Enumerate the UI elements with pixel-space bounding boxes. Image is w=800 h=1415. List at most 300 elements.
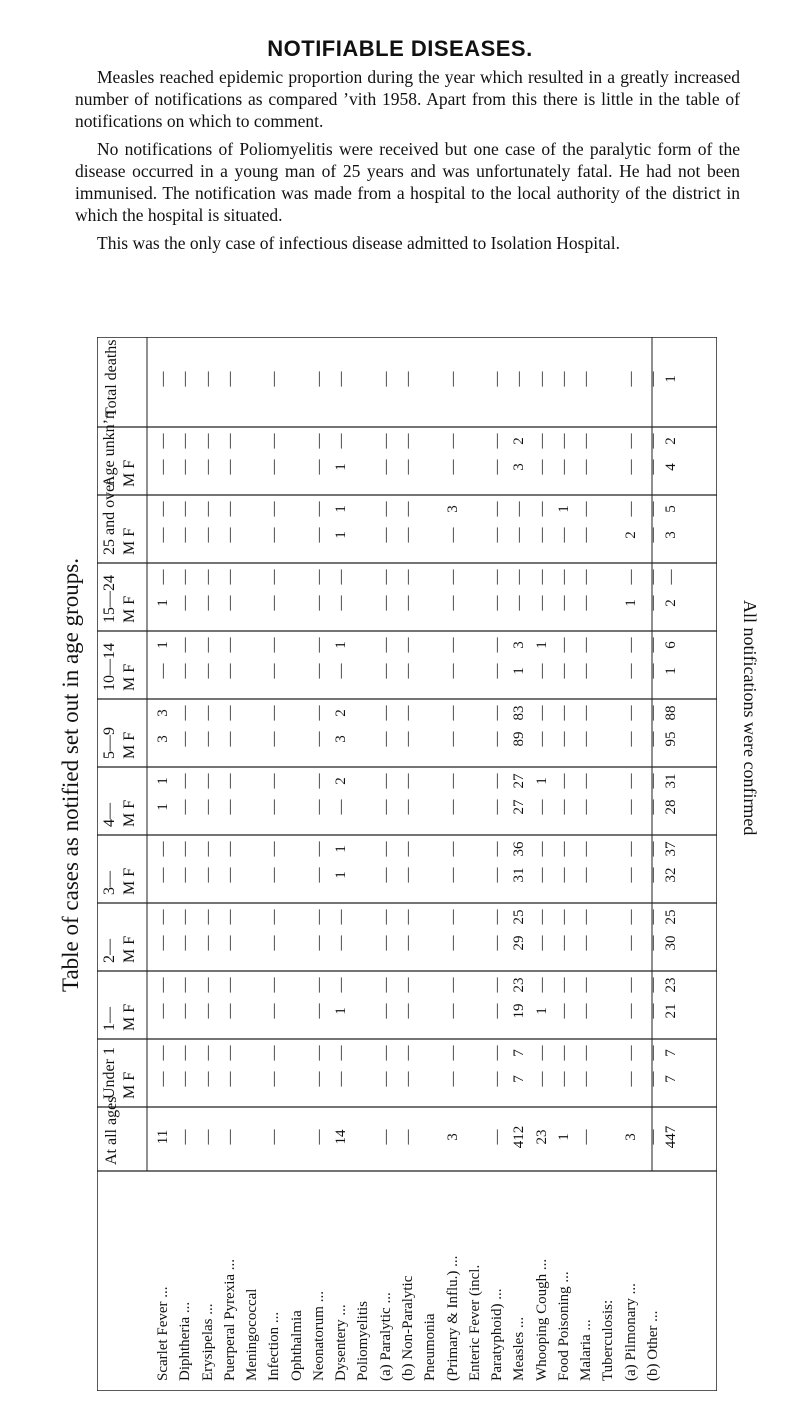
cell-value: 1	[155, 641, 171, 649]
cell-value: 1	[555, 505, 572, 513]
header-sex: M F	[121, 799, 138, 827]
total-value: 5	[663, 505, 679, 513]
cell-value: —	[645, 977, 661, 993]
cell-all-ages: —	[221, 1129, 238, 1145]
cell-value: —	[578, 527, 595, 543]
cell-value: —	[310, 1071, 327, 1087]
cell-value: —	[310, 909, 327, 925]
cell-value: —	[199, 637, 216, 653]
cell-value: —	[555, 569, 572, 585]
cell-value: —	[489, 663, 506, 679]
cell-value: —	[199, 595, 216, 611]
cell-value: —	[199, 459, 216, 475]
cell-value: 3	[155, 735, 171, 743]
cell-value: —	[622, 569, 639, 585]
cell-value: —	[400, 433, 416, 449]
cell-value: —	[444, 595, 461, 611]
cell-value: —	[444, 867, 461, 883]
cell-value: —	[444, 799, 461, 815]
cell-value: 1	[333, 1007, 350, 1015]
cell-value: —	[578, 595, 595, 611]
cell-value: —	[221, 799, 238, 815]
cell-value: —	[377, 459, 394, 475]
cell-value: —	[333, 433, 350, 449]
header-age-group: 25 and over	[101, 479, 118, 555]
cell-value: —	[645, 663, 661, 679]
cell-value: —	[310, 841, 327, 857]
total-value: 7	[663, 1075, 679, 1083]
cell-value: —	[377, 501, 394, 517]
cell-value: —	[377, 731, 394, 747]
cell-value: —	[400, 1071, 416, 1087]
cell-value: 25	[511, 909, 528, 925]
cell-value: —	[155, 1003, 171, 1019]
cell-value: —	[377, 867, 394, 883]
cell-value: —	[444, 1071, 461, 1087]
cell-value: —	[622, 637, 639, 653]
cell-value: —	[622, 663, 639, 679]
cell-value: —	[444, 773, 461, 789]
total-value: 28	[663, 799, 679, 815]
cell-value: —	[377, 773, 394, 789]
cell-value: —	[645, 459, 661, 475]
cell-value: —	[622, 909, 639, 925]
cell-value: —	[645, 433, 661, 449]
cell-value: —	[400, 1003, 416, 1019]
cell-value: —	[645, 1071, 661, 1087]
paragraph-measles: Measles reached epidemic proportion during the year which resulted in a greatly increased number of notifications as compared ’vith 1958. Apart from this there is little in the table of notifications on which to comment.	[75, 67, 740, 131]
disease-label: Neonatorum ...	[310, 1291, 327, 1381]
cell-all-ages: —	[199, 1129, 216, 1145]
total-value: 4	[663, 463, 679, 471]
confirmation-note: All notifications were confirmed	[740, 600, 760, 836]
total-value: 25	[663, 909, 679, 925]
cell-value: —	[199, 705, 216, 721]
cell-value: 1	[533, 641, 550, 649]
cell-value: —	[444, 527, 461, 543]
cell-value: 27	[511, 773, 528, 789]
cell-value: —	[555, 935, 572, 951]
cell-value: —	[622, 1071, 639, 1087]
cell-value: —	[266, 909, 283, 925]
cell-value: —	[333, 1071, 350, 1087]
cell-value: 1	[333, 641, 350, 649]
cell-value: —	[533, 1071, 550, 1087]
cell-value: —	[333, 595, 350, 611]
cell-value: —	[310, 527, 327, 543]
header-sex: M F	[121, 867, 138, 895]
cell-value: 1	[155, 777, 171, 785]
cell-value: —	[444, 1003, 461, 1019]
cell-value: —	[622, 977, 639, 993]
cell-value: —	[555, 977, 572, 993]
cell-value: —	[199, 433, 216, 449]
cell-value: —	[177, 1003, 194, 1019]
cell-value: —	[645, 705, 661, 721]
cell-value: —	[310, 501, 327, 517]
disease-label: Enteric Fever (incl.	[466, 1264, 483, 1381]
cell-value: —	[645, 569, 661, 585]
disease-label: (a) Paralytic ...	[377, 1292, 394, 1381]
cell-value: —	[622, 799, 639, 815]
cell-value: —	[177, 501, 194, 517]
cell-value: —	[177, 731, 194, 747]
cell-total-deaths: —	[333, 371, 350, 387]
cell-value: —	[555, 909, 572, 925]
cell-value: —	[622, 935, 639, 951]
cell-value: 1	[155, 803, 171, 811]
total-value: 31	[663, 773, 679, 789]
total-deaths: 1	[663, 375, 679, 383]
cell-value: —	[444, 637, 461, 653]
cell-value: —	[310, 595, 327, 611]
header-age-group: 2—	[101, 939, 118, 963]
cell-value: 1	[333, 871, 350, 879]
cell-value: —	[333, 799, 350, 815]
cell-value: —	[622, 501, 639, 517]
cell-value: —	[310, 773, 327, 789]
cell-value: —	[400, 799, 416, 815]
cell-value: —	[266, 1071, 283, 1087]
cell-value: —	[578, 773, 595, 789]
cell-value: —	[578, 799, 595, 815]
cell-value: 19	[511, 1003, 528, 1019]
cell-value: —	[221, 663, 238, 679]
cell-value: —	[555, 841, 572, 857]
cell-value: —	[400, 595, 416, 611]
cell-value: —	[377, 663, 394, 679]
cell-value: —	[511, 595, 528, 611]
cell-total-deaths: —	[400, 371, 416, 387]
cell-value: —	[221, 433, 238, 449]
cell-value: —	[555, 731, 572, 747]
cell-value: —	[377, 841, 394, 857]
total-value: 2	[663, 599, 679, 607]
cell-total-deaths: —	[489, 371, 506, 387]
cell-all-ages: 3	[444, 1133, 461, 1141]
cell-value: —	[555, 637, 572, 653]
cell-value: —	[622, 433, 639, 449]
cell-value: —	[400, 569, 416, 585]
header-age-group: 1—	[101, 1007, 118, 1031]
cell-value: —	[578, 663, 595, 679]
cell-total-deaths: —	[177, 371, 194, 387]
cell-total-deaths: —	[622, 371, 639, 387]
cell-value: —	[489, 1003, 506, 1019]
cell-value: —	[622, 1045, 639, 1061]
cell-value: —	[266, 731, 283, 747]
cell-value: —	[177, 935, 194, 951]
cell-value: —	[533, 501, 550, 517]
cell-value: —	[155, 909, 171, 925]
paragraph-isolation: This was the only case of infectious disease admitted to Isolation Hospital.	[97, 233, 620, 253]
cell-value: —	[578, 909, 595, 925]
cell-value: —	[266, 637, 283, 653]
cell-value: —	[578, 501, 595, 517]
cell-value: —	[400, 527, 416, 543]
cell-value: —	[578, 935, 595, 951]
cell-value: —	[400, 637, 416, 653]
cell-value: —	[622, 1003, 639, 1019]
cell-all-ages: —	[266, 1129, 283, 1145]
cell-value: 3	[511, 641, 528, 649]
cell-value: —	[377, 595, 394, 611]
cell-value: 1	[333, 531, 350, 539]
cell-all-ages: 23	[533, 1129, 550, 1145]
cell-value: —	[444, 935, 461, 951]
cell-value: 2	[333, 777, 350, 785]
cell-total-deaths: —	[221, 371, 238, 387]
cell-value: —	[578, 459, 595, 475]
cell-all-ages: —	[400, 1129, 416, 1145]
cell-all-ages: —	[489, 1129, 506, 1145]
notifications-table	[97, 337, 717, 1391]
cell-value: —	[555, 527, 572, 543]
cell-value: —	[266, 459, 283, 475]
cell-value: —	[221, 909, 238, 925]
cell-value: —	[310, 459, 327, 475]
cell-value: —	[489, 501, 506, 517]
cell-value: —	[444, 1045, 461, 1061]
disease-label: (a) Pilmonary ...	[622, 1283, 639, 1381]
cell-value: —	[177, 527, 194, 543]
cell-value: —	[310, 433, 327, 449]
cell-value: —	[578, 1071, 595, 1087]
cell-value: —	[266, 433, 283, 449]
cell-value: —	[578, 731, 595, 747]
cell-value: —	[333, 569, 350, 585]
total-value: 32	[663, 867, 679, 883]
cell-value: —	[221, 569, 238, 585]
cell-value: —	[555, 433, 572, 449]
cell-value: —	[155, 977, 171, 993]
disease-label: Poliomyelitis	[355, 1300, 372, 1381]
cell-value: 31	[511, 867, 528, 883]
cell-value: —	[645, 1045, 661, 1061]
total-value: 21	[663, 1003, 679, 1019]
cell-all-ages: 412	[511, 1125, 528, 1149]
cell-value: —	[400, 935, 416, 951]
cell-value: —	[310, 799, 327, 815]
cell-value: —	[155, 867, 171, 883]
cell-value: —	[310, 1045, 327, 1061]
cell-value: —	[533, 977, 550, 993]
cell-value: —	[221, 867, 238, 883]
total-value: 7	[663, 1049, 679, 1057]
cell-value: —	[400, 909, 416, 925]
cell-value: —	[622, 705, 639, 721]
cell-value: —	[177, 1045, 194, 1061]
cell-value: —	[266, 1003, 283, 1019]
cell-value: —	[533, 799, 550, 815]
page-heading: NOTIFIABLE DISEASES.	[267, 36, 533, 61]
cell-value: —	[400, 501, 416, 517]
cell-value: —	[177, 705, 194, 721]
header-age-group: Age unkn’n	[101, 411, 118, 487]
cell-value: —	[645, 731, 661, 747]
total-value: 1	[663, 667, 679, 675]
cell-value: 83	[511, 705, 528, 721]
disease-label: Puerperal Pyrexia ...	[221, 1258, 238, 1381]
header-age-group: Under 1	[101, 1047, 118, 1099]
header-sex: M F	[121, 1003, 138, 1031]
cell-value: —	[555, 1045, 572, 1061]
cell-value: —	[645, 909, 661, 925]
cell-value: —	[622, 459, 639, 475]
cell-value: —	[266, 799, 283, 815]
cell-value: —	[333, 935, 350, 951]
cell-value: —	[310, 663, 327, 679]
cell-value: —	[199, 731, 216, 747]
cell-value: —	[155, 501, 171, 517]
cell-value: —	[444, 433, 461, 449]
disease-label: Measles ...	[511, 1316, 528, 1381]
cell-value: —	[533, 527, 550, 543]
cell-value: —	[177, 909, 194, 925]
cell-value: —	[266, 977, 283, 993]
cell-value: —	[645, 799, 661, 815]
header-age-group: 4—	[101, 803, 118, 827]
cell-value: 29	[511, 935, 528, 951]
cell-value: —	[310, 935, 327, 951]
cell-value: —	[400, 977, 416, 993]
cell-value: —	[555, 1071, 572, 1087]
disease-label: Infection ...	[266, 1311, 283, 1381]
cell-value: —	[177, 799, 194, 815]
disease-label: Ophthalmia	[288, 1310, 305, 1381]
cell-value: —	[221, 977, 238, 993]
cell-value: —	[177, 569, 194, 585]
cell-value: —	[199, 867, 216, 883]
cell-value: 3	[155, 709, 171, 717]
cell-value: —	[444, 731, 461, 747]
cell-value: —	[199, 909, 216, 925]
cell-value: —	[489, 459, 506, 475]
cell-value: —	[377, 1003, 394, 1019]
cell-value: —	[377, 705, 394, 721]
cell-value: —	[533, 909, 550, 925]
cell-total-deaths: —	[266, 371, 283, 387]
cell-value: 36	[511, 841, 528, 857]
cell-value: 1	[333, 845, 350, 853]
header-age-group: 15—24	[101, 575, 118, 623]
disease-label: Food Poisoning ...	[555, 1271, 572, 1381]
cell-value: —	[377, 569, 394, 585]
cell-value: —	[533, 663, 550, 679]
cell-value: 89	[511, 731, 528, 747]
cell-value: —	[489, 841, 506, 857]
cell-value: —	[177, 663, 194, 679]
cell-value: —	[177, 841, 194, 857]
cell-value: —	[489, 909, 506, 925]
intro-text	[75, 66, 740, 260]
cell-value: 7	[511, 1049, 528, 1057]
cell-value: 1	[333, 463, 350, 471]
cell-value: 23	[511, 977, 528, 993]
total-value: 30	[663, 935, 679, 951]
cell-value: —	[533, 433, 550, 449]
cell-value: —	[377, 527, 394, 543]
cell-all-ages: 3	[622, 1133, 639, 1141]
cell-all-ages: 14	[333, 1129, 350, 1145]
cell-total-deaths: —	[377, 371, 394, 387]
cell-value: —	[578, 1003, 595, 1019]
cell-value: —	[622, 867, 639, 883]
cell-value: —	[555, 867, 572, 883]
header-sex: M F	[121, 663, 138, 691]
header-sex: M F	[121, 1071, 138, 1099]
header-age-group: 5—9	[101, 727, 118, 759]
cell-value: —	[199, 799, 216, 815]
cell-value: —	[221, 501, 238, 517]
cell-value: —	[155, 935, 171, 951]
cell-value: —	[489, 433, 506, 449]
cell-all-ages: —	[177, 1129, 194, 1145]
cell-value: 1	[511, 667, 528, 675]
cell-value: —	[444, 663, 461, 679]
cell-value: —	[155, 569, 171, 585]
cell-value: —	[555, 1003, 572, 1019]
disease-label: Paratyphoid) ...	[489, 1288, 506, 1381]
cell-value: —	[221, 527, 238, 543]
cell-value: —	[155, 663, 171, 679]
cell-value: —	[377, 1071, 394, 1087]
cell-total-deaths: —	[155, 371, 171, 387]
cell-value: —	[400, 1045, 416, 1061]
cell-value: —	[555, 773, 572, 789]
header-sex: M F	[121, 527, 138, 555]
cell-total-deaths: —	[533, 371, 550, 387]
cell-value: —	[221, 705, 238, 721]
cell-value: —	[489, 731, 506, 747]
cell-value: —	[199, 527, 216, 543]
cell-value: —	[489, 867, 506, 883]
cell-value: —	[489, 527, 506, 543]
cell-value: —	[444, 459, 461, 475]
cell-value: —	[177, 595, 194, 611]
header-age-group: 3—	[101, 871, 118, 895]
cell-value: —	[645, 637, 661, 653]
total-value: 2	[663, 437, 679, 445]
cell-value: —	[266, 935, 283, 951]
cell-value: —	[489, 799, 506, 815]
cell-value: —	[221, 595, 238, 611]
cell-value: —	[221, 731, 238, 747]
cell-all-ages: 1	[555, 1133, 572, 1141]
cell-value: —	[177, 1071, 194, 1087]
disease-label: Whooping Cough ...	[533, 1258, 550, 1381]
total-value: —	[663, 569, 679, 585]
cell-value: —	[177, 433, 194, 449]
cell-value: —	[221, 841, 238, 857]
cell-value: —	[377, 433, 394, 449]
cell-value: —	[645, 527, 661, 543]
disease-label: Tuberculosis:	[600, 1299, 617, 1381]
cell-all-ages: —	[310, 1129, 327, 1145]
cell-value: —	[266, 663, 283, 679]
cell-all-ages: —	[377, 1129, 394, 1145]
cell-value: —	[221, 459, 238, 475]
cell-value: —	[511, 501, 528, 517]
cell-total-deaths: —	[511, 371, 528, 387]
cell-value: —	[155, 841, 171, 857]
cell-total-deaths: —	[199, 371, 216, 387]
cell-value: —	[645, 773, 661, 789]
cell-value: —	[555, 663, 572, 679]
cell-value: —	[310, 569, 327, 585]
cell-value: —	[377, 799, 394, 815]
disease-label: (Primary & Influ.) ...	[444, 1255, 461, 1381]
